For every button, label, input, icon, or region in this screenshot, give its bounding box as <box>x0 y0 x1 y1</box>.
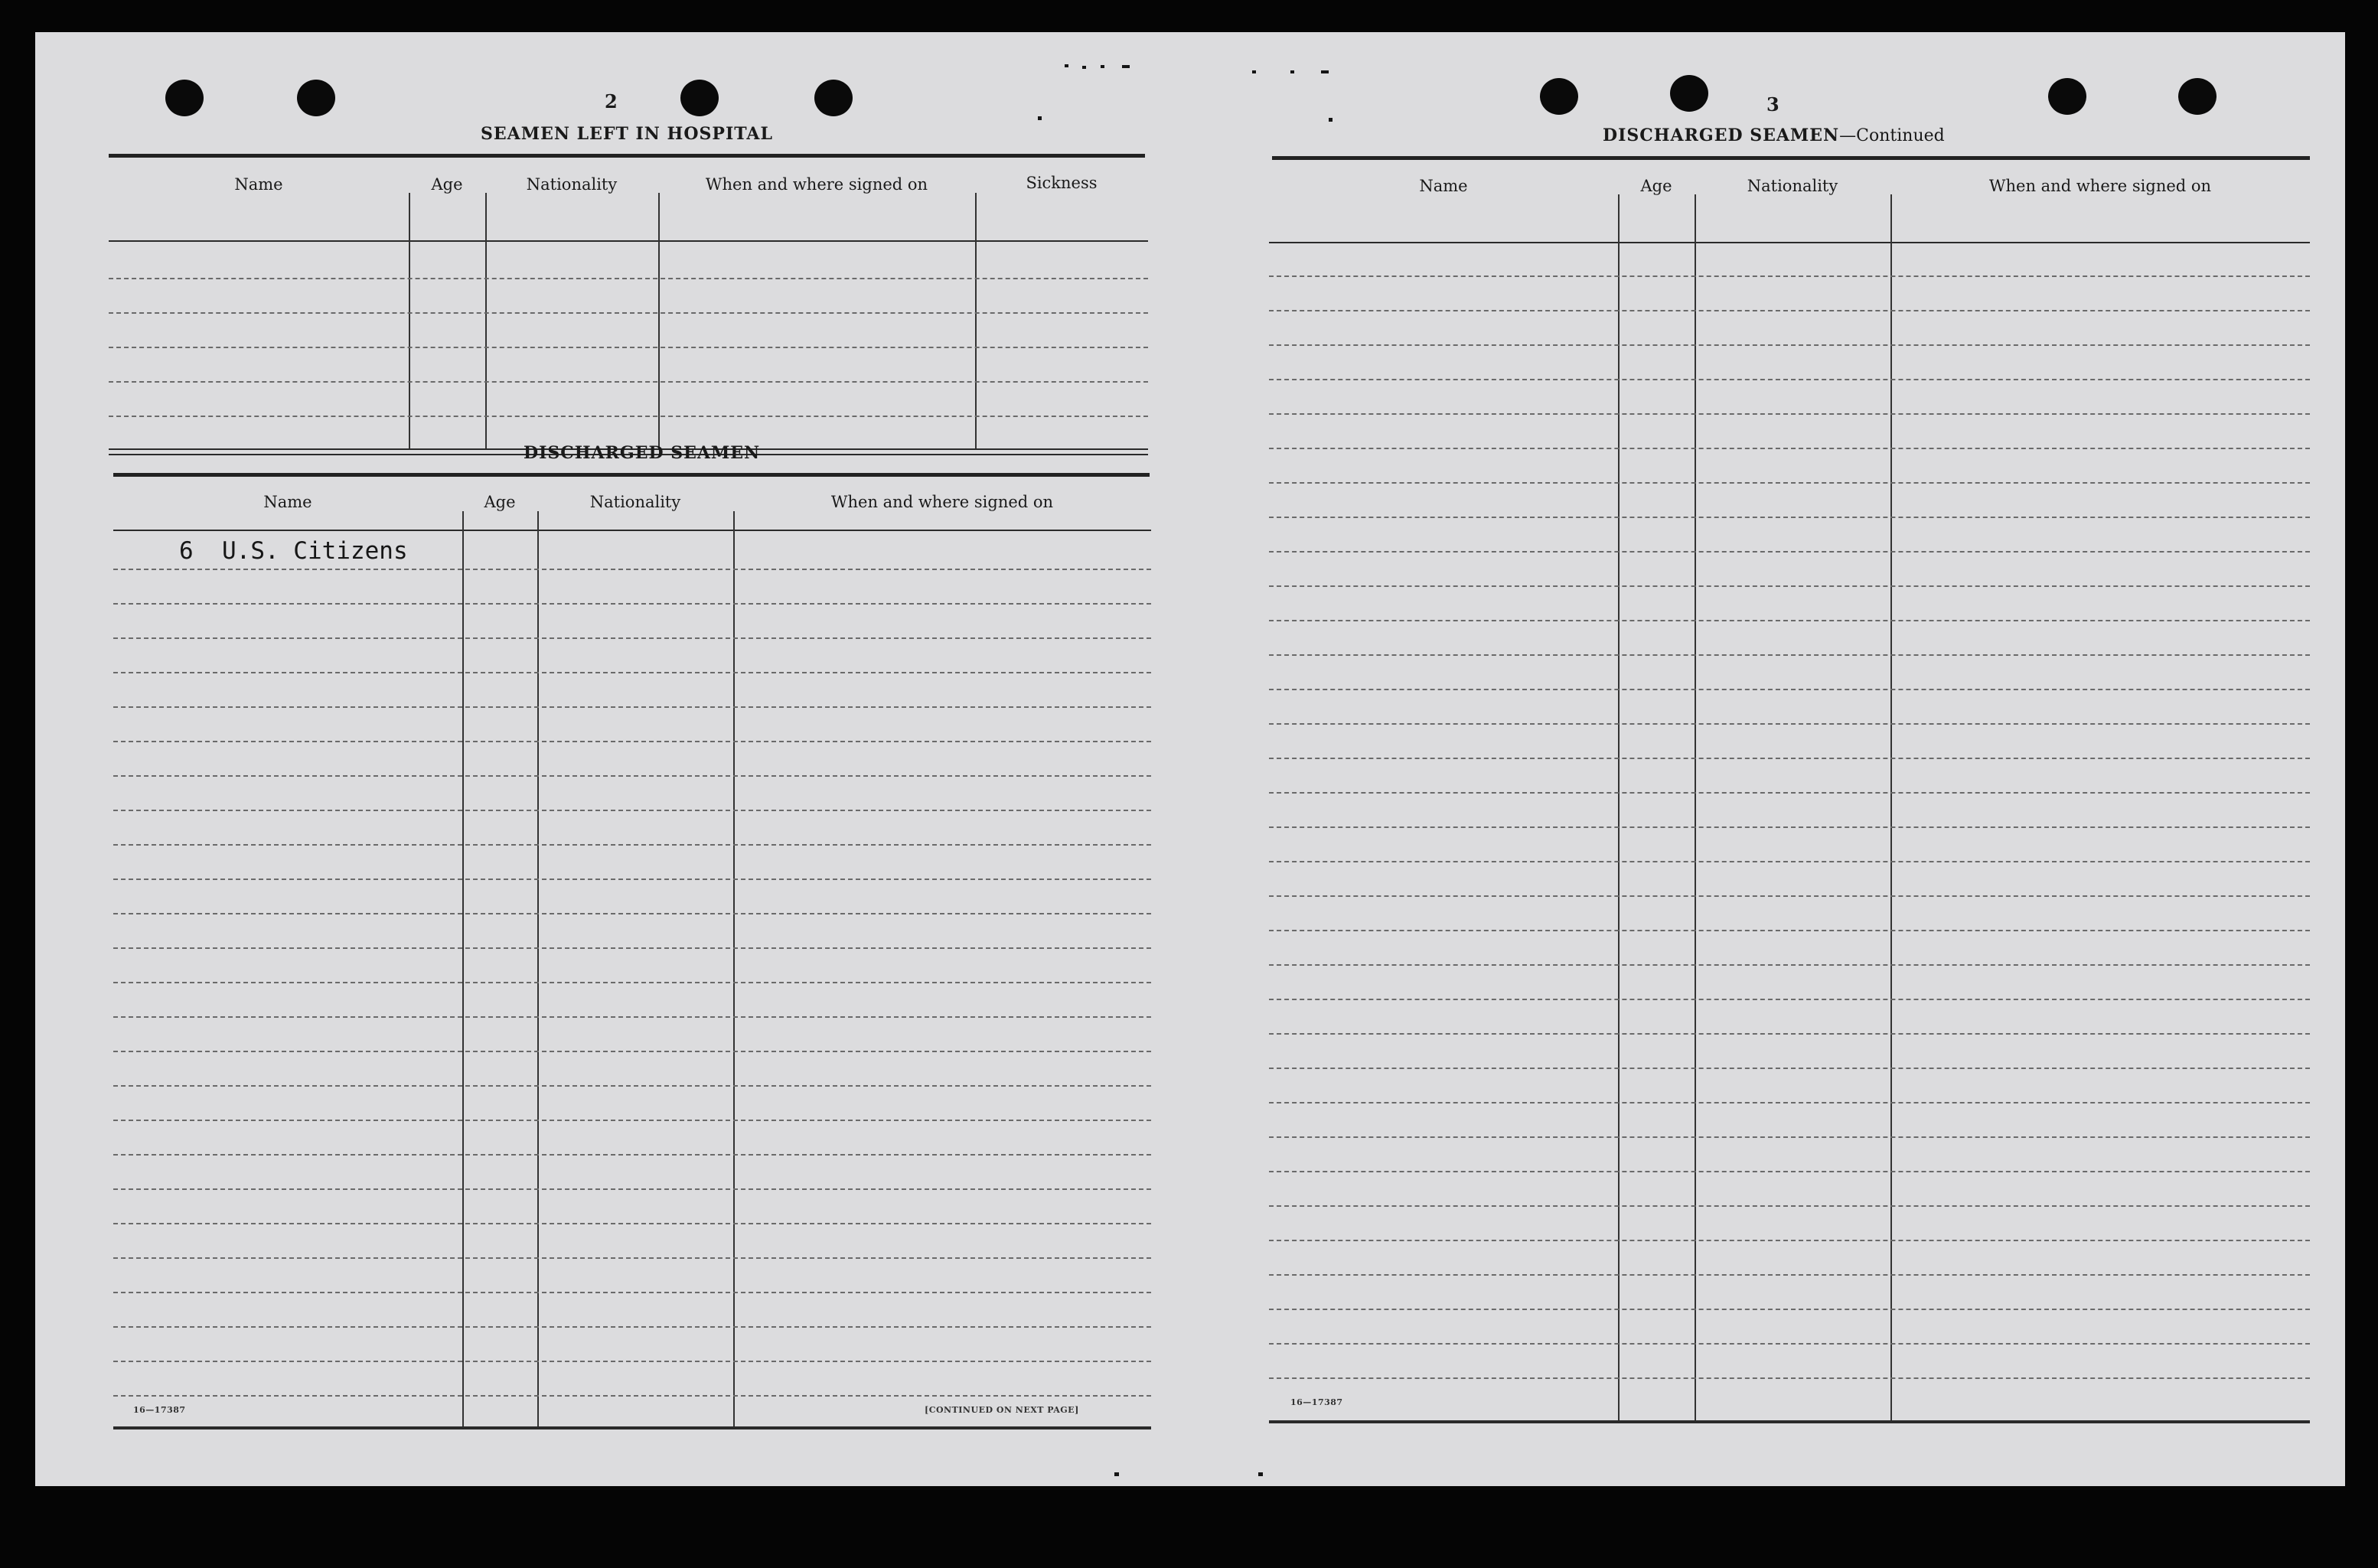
col-name: Name <box>234 175 283 194</box>
hospital-table <box>109 159 1148 450</box>
row-line <box>1269 1343 2310 1345</box>
form-number-left: 16—17387 <box>133 1405 186 1415</box>
row-line <box>113 1257 1151 1259</box>
row-line <box>1269 826 2310 828</box>
row-line <box>113 1223 1151 1224</box>
row-line <box>113 1395 1151 1397</box>
speck <box>1290 70 1294 73</box>
row-line <box>113 913 1151 914</box>
row-line <box>113 741 1151 742</box>
table-bottom-rule <box>1269 1420 2310 1423</box>
row-line <box>113 1051 1151 1052</box>
row-line <box>1269 861 2310 862</box>
row-line <box>113 982 1151 983</box>
row-line <box>1269 1377 2310 1379</box>
header-rule <box>113 530 1151 531</box>
row-line <box>113 672 1151 673</box>
hospital-section-title: SEAMEN LEFT IN HOSPITAL <box>481 124 773 144</box>
discharged-continued-top-rule <box>1272 156 2310 160</box>
hospital-top-rule <box>109 154 1145 158</box>
speck <box>1065 64 1068 67</box>
col-divider <box>537 511 539 1426</box>
row-line <box>1269 379 2310 380</box>
punch-hole <box>297 80 335 116</box>
form-number-right: 16—17387 <box>1290 1397 1343 1407</box>
row-line <box>1269 964 2310 966</box>
document-sheet <box>35 32 2345 1486</box>
punch-hole <box>814 80 853 116</box>
row-line <box>1269 1240 2310 1241</box>
row-line <box>1269 1068 2310 1069</box>
punch-hole <box>2048 78 2086 115</box>
col-divider <box>975 193 977 449</box>
row-line <box>113 1188 1151 1190</box>
row-line <box>1269 1033 2310 1035</box>
continued-note: [CONTINUED ON NEXT PAGE] <box>925 1405 1079 1415</box>
speck <box>1258 1472 1263 1476</box>
row-line <box>1269 585 2310 587</box>
speck <box>1252 70 1256 73</box>
row-line <box>1269 1274 2310 1276</box>
discharged-table <box>113 478 1151 1434</box>
row-line <box>113 569 1151 570</box>
row-line <box>1269 275 2310 277</box>
row-line <box>1269 930 2310 931</box>
punch-hole <box>1670 75 1708 112</box>
speck <box>1122 65 1130 68</box>
row-line <box>109 278 1148 279</box>
row-line <box>109 347 1148 348</box>
punch-hole <box>2178 78 2217 115</box>
row-line <box>1269 723 2310 725</box>
punch-hole <box>1540 78 1578 115</box>
table-bottom-rule <box>113 1426 1151 1429</box>
row-line <box>113 1120 1151 1121</box>
speck <box>1038 116 1042 120</box>
row-line <box>113 1326 1151 1328</box>
row-line <box>1269 482 2310 484</box>
discharged-continued-table <box>1269 161 2310 1431</box>
speck <box>1329 118 1333 122</box>
punch-hole <box>680 80 719 116</box>
row-line <box>1269 310 2310 311</box>
speck <box>1321 70 1329 73</box>
row-line <box>1269 895 2310 897</box>
row-line <box>109 312 1148 314</box>
speck <box>1114 1472 1119 1476</box>
row-line <box>1269 999 2310 1000</box>
discharged-top-rule <box>113 473 1150 477</box>
col-divider <box>658 193 660 449</box>
row-line <box>1269 1102 2310 1103</box>
page-number-right: 3 <box>1766 93 1779 116</box>
row-line <box>1269 792 2310 794</box>
row-line <box>113 1292 1151 1293</box>
row-line <box>1269 1136 2310 1138</box>
row-line <box>1269 551 2310 553</box>
col-divider <box>485 193 487 449</box>
row-line <box>109 416 1148 417</box>
row-line <box>1269 1205 2310 1207</box>
col-age: Age <box>1640 177 1672 195</box>
discharged-section-title: DISCHARGED SEAMEN <box>524 443 761 463</box>
row-line <box>1269 1171 2310 1172</box>
row-line <box>113 947 1151 949</box>
row-line <box>1269 620 2310 621</box>
col-nationality: Nationality <box>526 175 618 194</box>
col-age: Age <box>484 493 516 511</box>
row-line <box>113 637 1151 639</box>
row-line <box>113 1085 1151 1087</box>
row-line <box>113 775 1151 777</box>
col-nationality: Nationality <box>1747 177 1838 195</box>
discharged-continued-suffix: —Continued <box>1839 126 1945 145</box>
speck <box>1082 66 1086 69</box>
header-rule <box>1269 242 2310 243</box>
page-number-left: 2 <box>605 90 618 112</box>
row-line <box>1269 517 2310 518</box>
row-line <box>113 844 1151 846</box>
row-line <box>1269 654 2310 656</box>
col-divider <box>462 511 464 1426</box>
discharged-continued-title-main: DISCHARGED SEAMEN <box>1603 126 1840 145</box>
col-divider <box>409 193 410 449</box>
discharged-continued-title <box>1603 126 1945 145</box>
row-line <box>113 603 1151 605</box>
row-line <box>1269 344 2310 346</box>
row-line <box>113 810 1151 811</box>
col-sickness: Sickness <box>1026 174 1098 192</box>
row-line <box>1269 689 2310 690</box>
col-when-where: When and where signed on <box>830 493 1054 511</box>
col-when-where: When and where signed on <box>705 175 928 194</box>
discharged-entry: 6 U.S. Citizens <box>179 537 408 565</box>
col-name: Name <box>263 493 312 511</box>
punch-hole <box>165 80 204 116</box>
speck <box>1101 65 1104 68</box>
row-line <box>109 381 1148 383</box>
row-line <box>1269 448 2310 449</box>
col-name: Name <box>1419 177 1468 195</box>
row-line <box>113 1016 1151 1018</box>
row-line <box>1269 413 2310 415</box>
col-age: Age <box>431 175 463 194</box>
row-line <box>113 1154 1151 1156</box>
row-line <box>113 879 1151 880</box>
row-line <box>113 1361 1151 1362</box>
row-line <box>1269 758 2310 759</box>
row-line <box>113 706 1151 708</box>
col-nationality: Nationality <box>589 493 681 511</box>
header-rule <box>109 240 1148 242</box>
row-line <box>1269 1309 2310 1310</box>
col-divider <box>733 511 735 1426</box>
col-when-where: When and where signed on <box>1988 177 2212 195</box>
